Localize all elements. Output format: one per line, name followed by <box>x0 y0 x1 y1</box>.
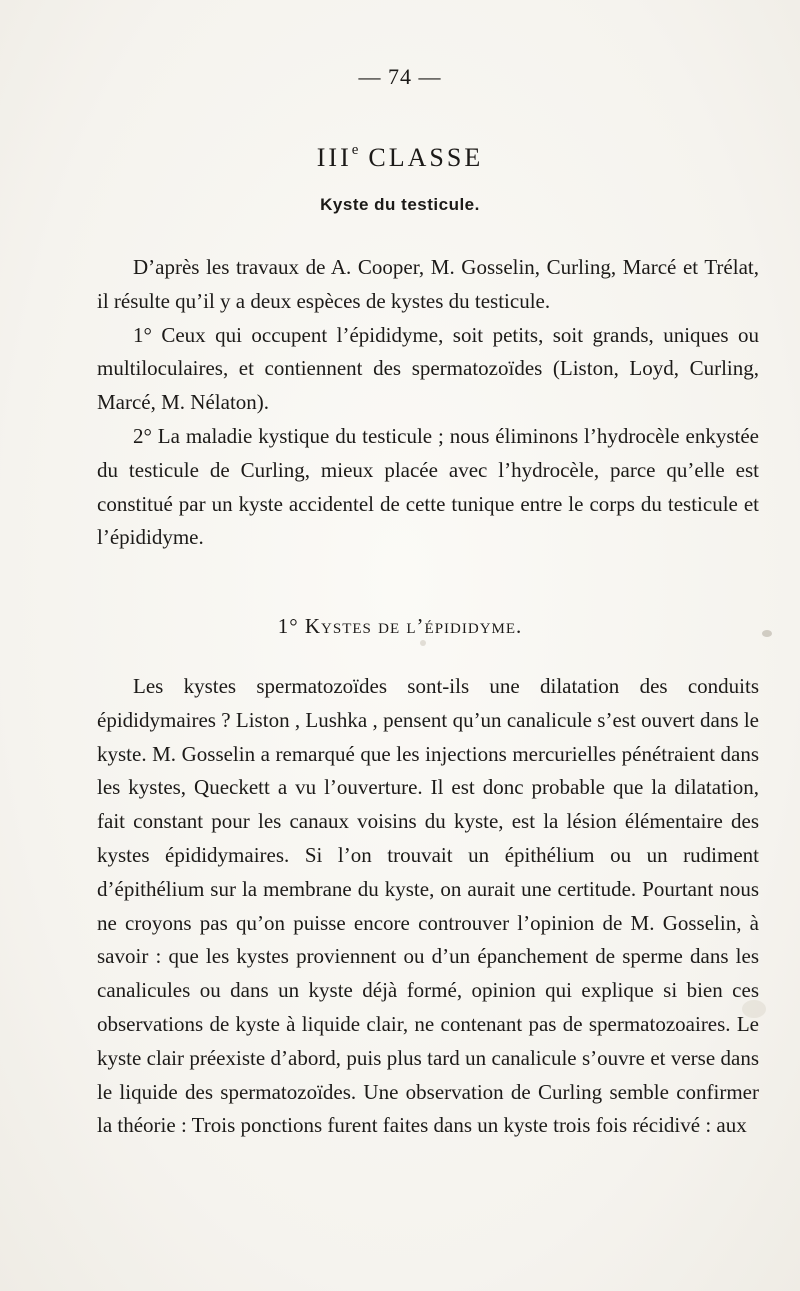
section-title: CLASSE <box>368 143 484 172</box>
paragraph: Les kystes spermatozoïdes sont-ils une dilatation des conduits épididymaires ? Liston , Lushka , pensent qu’un canalicule s’est ouvert dans le kyste. M. Gosselin a remarqué que les injections mercurielles pénétraient dans les kystes, Queckett a vu l’ouverture. Il est donc probable que la dilatation, fait constant pour les canaux voisins du kyste, est la lésion élémentaire des kystes épididymaires. Si l’on trouvait un épithélium ou un rudiment d’épithélium sur la membrane du kyste, on aurait une certitude. Pourtant nous ne croyons pas qu’on puisse encore controuver l’opinion de M. Gosselin, à savoir : que les kystes proviennent ou d’un épanchement de sperme dans les canalicules ou dans un kyste déjà formé, opinion qui explique si bien ces observations de kyste à liquide clair, ne contenant pas de spermatozoaires. Le kyste clair préexiste d’abord, puis plus tard un canalicule s’ouvre et verse dans le liquide des spermatozoïdes. Une observation de Curling semble confirmer la théorie : Trois ponctions furent faites dans un kyste trois fois récidivé : aux <box>97 674 759 1138</box>
chapter-number: 1° <box>277 614 299 638</box>
subheading: Kyste du testicule. <box>320 195 480 214</box>
paragraph: 2° La maladie kystique du testicule ; nous éliminons l’hydrocèle enkystée du testicule de Curling, mieux placée avec l’hydrocèle, parce qu’elle est constitué par un kyste accidentel de cette tunique entre le corps du testicule et l’épididyme. <box>97 423 759 550</box>
chapter-title: Kystes de l’épididyme. <box>304 614 523 638</box>
body-text <box>97 670 759 1143</box>
paragraph: D’après les travaux de A. Cooper, M. Gosselin, Curling, Marcé et Trélat, il résulte qu’il y a deux espèces de kystes du testicule. <box>97 255 759 313</box>
chapter-heading <box>0 614 800 639</box>
page-number: — 74 — <box>358 64 442 89</box>
section-numeral-superscript: e <box>351 142 359 158</box>
intro-text <box>97 251 759 555</box>
paragraph: 1° Ceux qui occupent l’épididyme, soit petits, soit grands, uniques ou multiloculaires, et contiennent des spermatozoïdes (Liston, Loyd, Curling, Marcé, M. Nélaton). <box>97 322 759 415</box>
section-numeral: III <box>316 143 352 172</box>
section-heading <box>0 142 800 173</box>
paper-stain <box>420 640 426 646</box>
